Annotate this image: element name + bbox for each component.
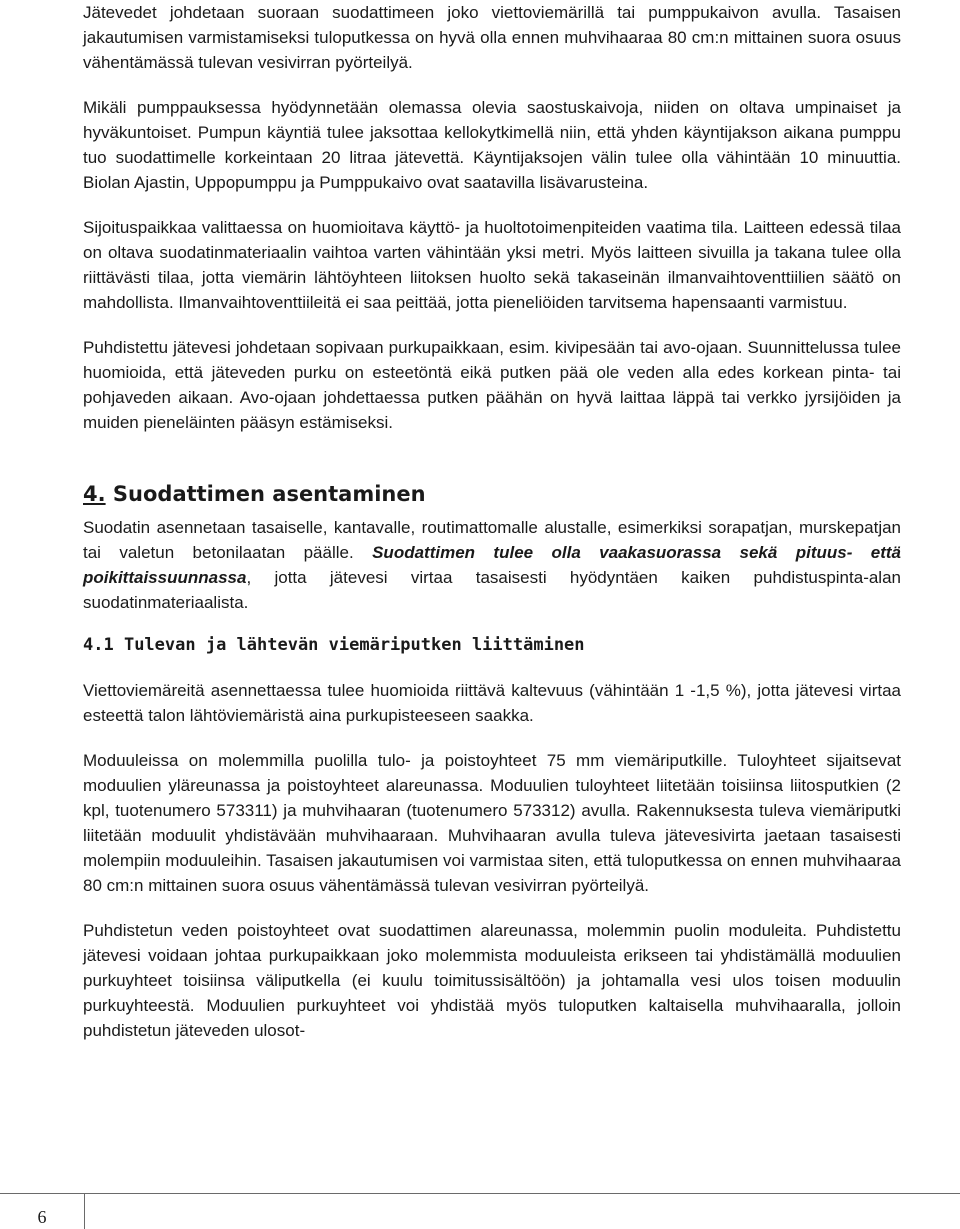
- emphasis-text: Suodattimen tulee olla vaakasuorassa sekä pituus- että poikittaissuunnassa: [83, 543, 901, 587]
- text-run: , jotta jätevesi virtaa tasaisesti hyödyntäen kaiken puhdistuspinta-alan suodatinmateriaalista.: [83, 568, 901, 612]
- subsection-title: 1 Tulevan ja lähtevän viemäriputken liittäminen: [103, 635, 585, 655]
- subsection-heading: [83, 633, 901, 658]
- footer-rule: [0, 1193, 960, 1194]
- paragraph: Puhdistetun veden poistoyhteet ovat suodattimen alareunassa, molemmin puolin moduleita. Puhdistettu jätevesi voidaan johtaa purkupaikkaan joko molemmista moduuleista erikseen tai yhdistämällä moduulien purkuyhteet toisiinsa väliputkella (ei kuulu toimitussisältöön) ja johtamalla vesi ulos toisen moduulin purkuyhteestä. Moduulien purkuyhteet voi yhdistää myös tuloputken kaltaisella muhvihaaralla, jolloin puhdistetun jäteveden ulosot-: [83, 921, 901, 1040]
- document-body: [83, 0, 901, 1043]
- paragraph: Mikäli pumppauksessa hyödynnetään olemassa olevia saostuskaivoja, niiden on oltava umpinaiset ja hyväkuntoiset. Pumpun käyntiä tulee jaksottaa kellokytkimellä niin, että yhden käyntijakson aikana pumppu tuo suodattimelle korkeintaan 20 litraa jätevettä. Käyntijaksojen välin tulee olla vähintään 10 minuuttia. Biolan Ajastin, Uppopumppu ja Pumppukaivo ovat saatavilla lisävarusteina.: [83, 98, 901, 192]
- paragraph: Sijoituspaikkaa valittaessa on huomioitava käyttö- ja huoltotoimenpiteiden vaatima tila. Laitteen edessä tilaa on oltava suodatinmateriaalin vaihtoa varten vähintään yksi metri. Myös laitteen sivuilla ja takana tulee olla riittävästi tilaa, jotta viemärin lähtöyhteen liitoksen huolto sekä takaseinän ilmanvaihtoventtiilien säätö on mahdollista. Ilmanvaihtoventtiileitä ei saa peittää, jotta pieneliöiden tarvitsema hapensaanti varmistuu.: [83, 218, 901, 312]
- section-number: 4.: [83, 482, 106, 506]
- paragraph: Viettoviemäreitä asennettaessa tulee huomioida riittävä kaltevuus (vähintään 1 -1,5 %), jotta jätevesi virtaa esteettä talon lähtöviemäristä aina purkupisteeseen saakka.: [83, 681, 901, 725]
- subsection-number: 4.: [83, 635, 104, 655]
- paragraph: Moduuleissa on molemmilla puolilla tulo- ja poistoyhteet 75 mm viemäriputkille. Tuloyhteet sijaitsevat moduulien yläreunassa ja poistoyhteet alareunassa. Moduulien tuloyhteet liitetään toisiinsa liitosputkien (2 kpl, tuotenumero 573311) ja muhvihaaran (tuotenumero 573312) avulla. Rakennuksesta tuleva viemäriputki liitetään moduulit yhdistävään muhvihaaraan. Muhvihaaran avulla tuleva jätevesivirta jaetaan tasaisesti molempiin moduuleihin. Tasaisen jakautumisen voi varmistaa siten, että tuloputkessa on ennen muhvihaaraa 80 cm:n mittainen suora osuus vähentämässä tulevan vesivirran pyörteilyä.: [83, 751, 901, 895]
- section-title: Suodattimen asentaminen: [105, 482, 426, 506]
- paragraph: Jätevedet johdetaan suoraan suodattimeen joko viettoviemärillä tai pumppukaivon avulla. Tasaisen jakautumisen varmistamiseksi tuloputkessa on hyvä olla ennen muhvihaaraa 80 cm:n mittainen suora osuus vähentämässä tulevan vesivirran pyörteilyä.: [83, 3, 901, 72]
- paragraph: [83, 515, 901, 615]
- page-number: 6: [37, 1207, 47, 1227]
- paragraph: Puhdistettu jätevesi johdetaan sopivaan purkupaikkaan, esim. kivipesään tai avo-ojaan. Suunnittelussa tulee huomioida, että jäteveden purku on esteetöntä eikä putken pää ole veden alla edes korkean pinta- tai pohjaveden aikaan. Avo-ojaan johdettaessa putken päähän on hyvä laittaa läppä tai verkko jyrsijöiden ja muiden pieneläinten pääsyn estämiseksi.: [83, 338, 901, 432]
- section-heading: [83, 479, 901, 509]
- text-run: Suodatin asennetaan tasaiselle, kantavalle, routimattomalle alustalle, esimerkiksi sorapatjan, murskepatjan tai valetun betonilaatan päälle.: [83, 518, 901, 562]
